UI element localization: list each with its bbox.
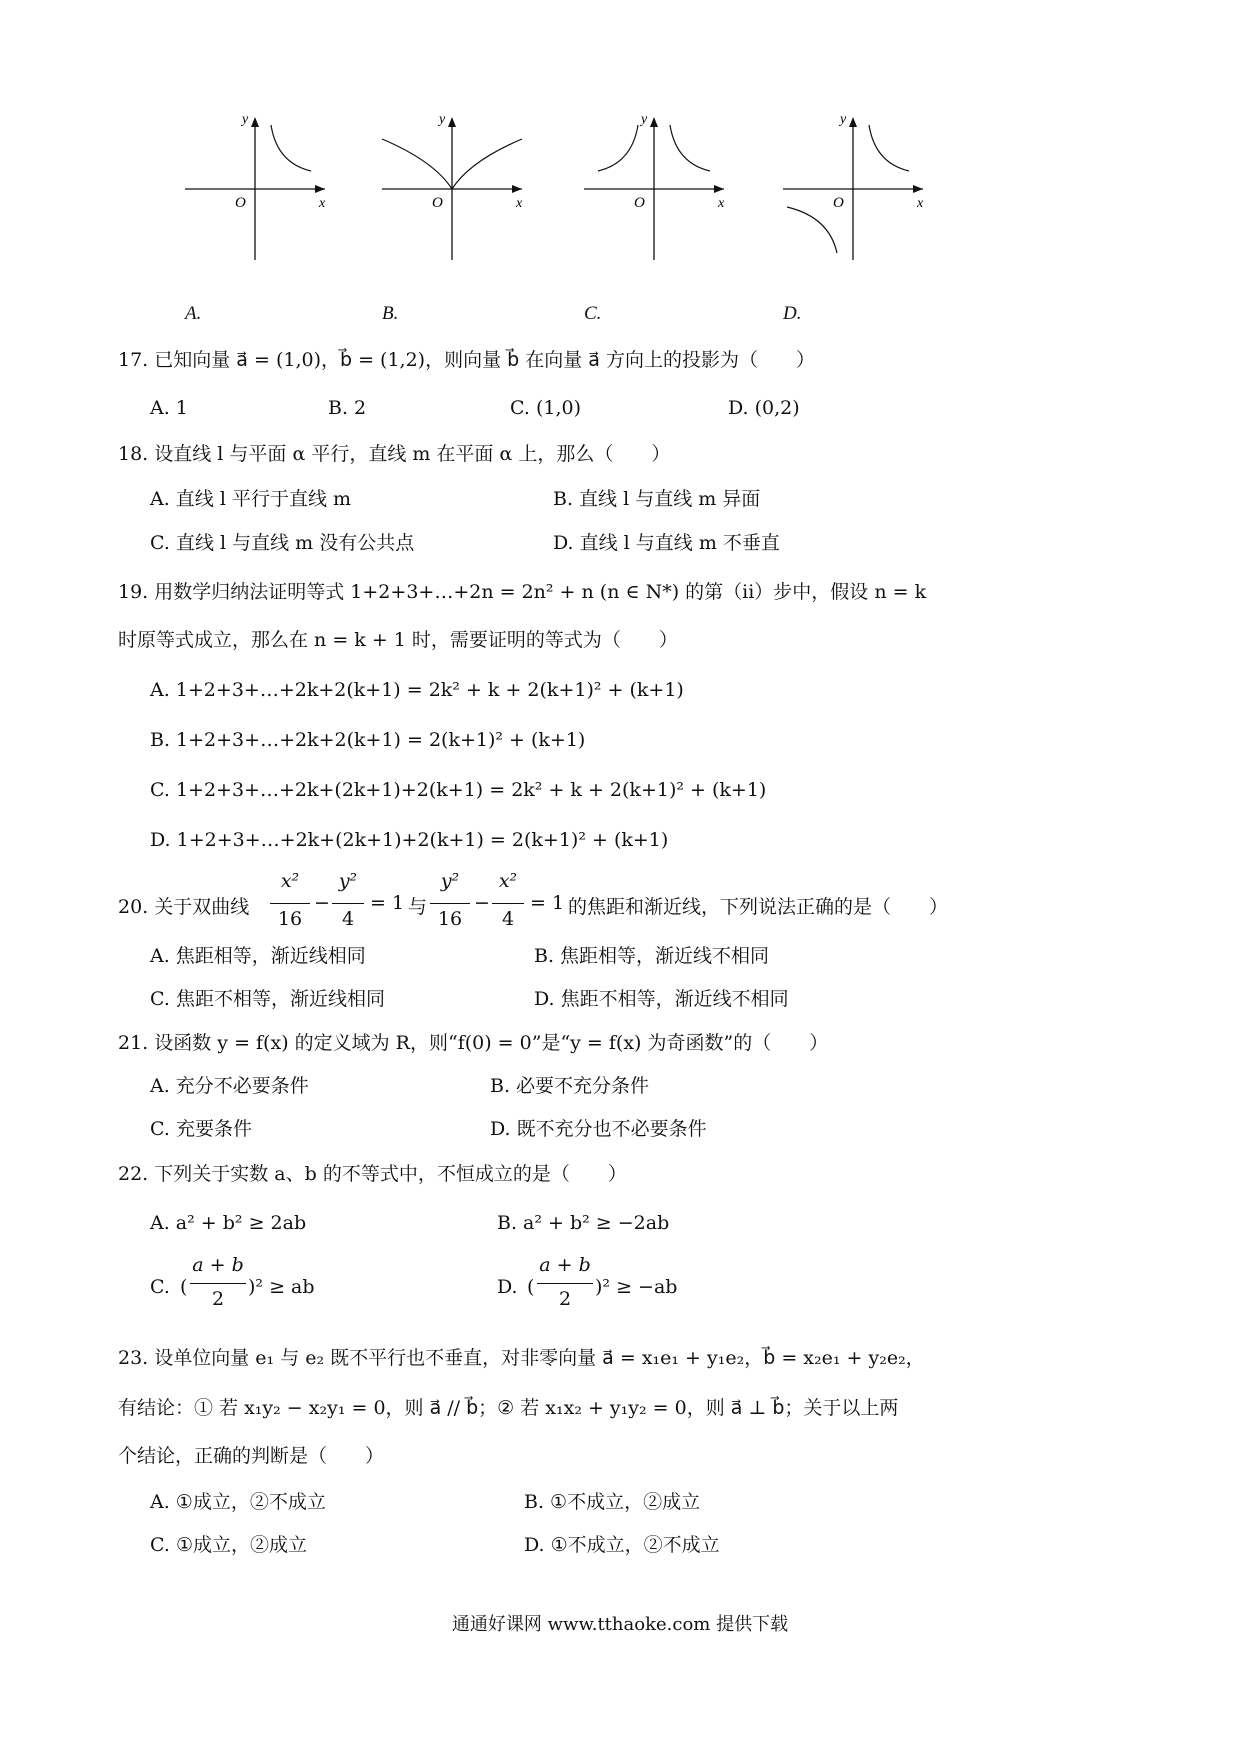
q17-option-b[interactable]: B. 2 [328,397,367,419]
q20-mid: 与 [408,896,428,918]
graph-d-label: D. [783,303,802,324]
q21-option-b[interactable]: B. 必要不充分条件 [490,1075,650,1097]
question-22-stem: 22. 下列关于实数 a、b 的不等式中，不恒成立的是（ ） [118,1163,627,1185]
q20-eq1: = 1 [370,892,405,914]
q22c-tail: )² ≥ ab [248,1276,315,1298]
graph-b-plot [382,112,557,295]
q18-option-d[interactable]: D. 直线 l 与直线 m 不垂直 [553,532,780,554]
question-21-stem: 21. 设函数 y = f(x) 的定义域为 R，则“f(0) = 0”是“y = f(x) 为奇函数”的（ ） [118,1032,829,1054]
q19-option-a[interactable]: A. 1+2+3+…+2k+2(k+1) = 2k² + k + 2(k+1)² + (k+1) [150,679,684,701]
q22d-tail: )² ≥ −ab [595,1276,678,1298]
graph-a-origin: O [235,195,246,211]
graph-c-label: C. [584,303,602,324]
q22-option-a[interactable]: A. a² + b² ≥ 2ab [150,1212,307,1234]
q20-frac2-bar [332,903,364,904]
q20-frac3-num: y² [440,870,460,892]
graph-a [185,112,360,330]
graph-a-x-label: x [319,196,326,211]
graph-b-origin: O [432,195,443,211]
q21-option-a[interactable]: A. 充分不必要条件 [150,1075,309,1097]
q20-option-d[interactable]: D. 焦距不相等，渐近线不相同 [534,988,789,1010]
question-19-stem-line1: 19. 用数学归纳法证明等式 1+2+3+…+2n = 2n² + n (n ∈ N*) 的第（ii）步中，假设 n = k [118,581,927,603]
q20-option-a[interactable]: A. 焦距相等，渐近线相同 [150,945,366,967]
q22-option-b[interactable]: B. a² + b² ≥ −2ab [497,1212,670,1234]
graph-b-label: B. [382,303,399,324]
graph-c-origin: O [634,195,645,211]
q21-option-d[interactable]: D. 既不充分也不必要条件 [490,1118,707,1140]
q22d-letter: D. [497,1276,518,1298]
q20-option-b[interactable]: B. 焦距相等，渐近线不相同 [534,945,770,967]
q19-option-c[interactable]: C. 1+2+3+…+2k+(2k+1)+2(k+1) = 2k² + k + 2(k+1)² + (k+1) [150,779,767,801]
graph-c [584,112,759,330]
q22c-num: a + b [192,1254,244,1276]
q20-frac4-num: x² [498,870,518,892]
graph-d-origin: O [833,195,844,211]
graph-d-y-label: y [840,112,847,127]
graph-c-x-label: x [718,196,725,211]
q20-frac4-bar [492,903,524,904]
graph-a-label: A. [185,303,202,324]
graph-c-y-label: y [641,112,648,127]
q21-option-c[interactable]: C. 充要条件 [150,1118,252,1140]
q19-option-b[interactable]: B. 1+2+3+…+2k+2(k+1) = 2(k+1)² + (k+1) [150,729,586,751]
q22d-bar [537,1283,593,1284]
q20-eq2: = 1 [530,892,565,914]
q17-option-d[interactable]: D. (0,2) [728,397,800,419]
question-23-stem-line3: 个结论，正确的判断是（ ） [118,1445,385,1467]
graph-d-x-label: x [917,196,924,211]
q20-option-c[interactable]: C. 焦距不相等，渐近线相同 [150,988,385,1010]
q23-option-a[interactable]: A. ①成立，②不成立 [150,1491,326,1513]
q20-suffix: 的焦距和渐近线，下列说法正确的是（ ） [568,896,949,918]
graph-b-x-label: x [516,196,523,211]
q20-minus1: − [314,892,330,914]
page-footer: 通通好课网 www.tthaoke.com 提供下载 [451,1614,789,1635]
q22d-open: ( [527,1276,535,1298]
q17-option-a[interactable]: A. 1 [150,397,188,419]
q17-option-c[interactable]: C. (1,0) [510,397,581,419]
q20-frac2-num: y² [338,870,358,892]
q20-minus2: − [474,892,490,914]
graph-d-plot [783,112,958,295]
q22d-num: a + b [539,1254,591,1276]
question-23-stem-line2: 有结论：① 若 x₁y₂ − x₂y₁ = 0，则 a⃗ // b⃗；② 若 x₁x₂ + y₁y₂ = 0，则 a⃗ ⊥ b⃗；关于以上两 [118,1397,899,1419]
graph-b [382,112,557,330]
q20-frac1-num: x² [280,870,300,892]
q22-option-d[interactable] [497,1254,757,1316]
question-19-stem-line2: 时原等式成立，那么在 n = k + 1 时，需要证明的等式为（ ） [118,629,678,651]
graph-a-y-label: y [242,112,249,127]
question-17-stem: 17. 已知向量 a⃗ = (1,0)，b⃗ = (1,2)，则向量 b⃗ 在向量 a⃗ 方向上的投影为（ ） [118,349,815,371]
q20-frac3-bar [430,903,470,904]
q20-frac2-den: 4 [341,908,355,930]
question-18-stem: 18. 设直线 l 与平面 α 平行，直线 m 在平面 α 上，那么（ ） [118,443,671,465]
q23-option-c[interactable]: C. ①成立，②成立 [150,1534,307,1556]
graph-d [783,112,958,330]
q20-frac4-den: 4 [501,908,515,930]
graph-options [185,112,1080,330]
q22d-den: 2 [558,1288,572,1310]
q18-option-c[interactable]: C. 直线 l 与直线 m 没有公共点 [150,532,415,554]
q19-option-d[interactable]: D. 1+2+3+…+2k+(2k+1)+2(k+1) = 2(k+1)² + (k+1) [150,829,669,851]
q22c-letter: C. [150,1276,170,1298]
graph-a-plot [185,112,360,295]
q20-prefix: 20. 关于双曲线 [118,896,250,918]
q23-option-d[interactable]: D. ①不成立，②不成立 [524,1534,720,1556]
q18-option-b[interactable]: B. 直线 l 与直线 m 异面 [553,488,761,510]
graph-c-plot [584,112,759,295]
q22c-den: 2 [211,1288,225,1310]
q22c-bar [190,1283,246,1284]
q20-frac1-den: 16 [277,908,303,930]
q20-frac3-den: 16 [437,908,463,930]
q20-frac1-bar [270,903,310,904]
q18-option-a[interactable]: A. 直线 l 平行于直线 m [150,488,352,510]
q22-option-c[interactable] [150,1254,390,1316]
graph-b-y-label: y [439,112,446,127]
question-23-stem-line1: 23. 设单位向量 e₁ 与 e₂ 既不平行也不垂直，对非零向量 a⃗ = x₁e₁ + y₁e₂，b⃗ = x₂e₁ + y₂e₂， [118,1347,925,1369]
q23-option-b[interactable]: B. ①不成立，②成立 [524,1491,701,1513]
q22c-open: ( [180,1276,188,1298]
